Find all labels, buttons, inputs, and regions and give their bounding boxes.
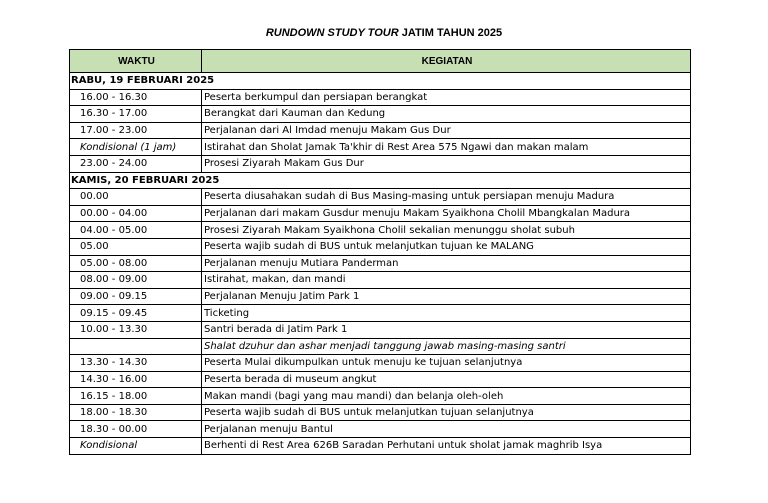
time-cell: 16.15 - 18.00 <box>70 388 202 405</box>
table-row <box>70 438 691 455</box>
activity-cell: Ticketing <box>202 305 691 322</box>
time-cell: 10.00 - 13.30 <box>70 321 202 338</box>
activity-cell: Prosesi Ziyarah Makam Syaikhona Cholil sekalian menunggu sholat subuh <box>202 222 691 239</box>
title-italic: RUNDOWN STUDY TOUR <box>265 27 399 39</box>
time-cell: 18.30 - 00.00 <box>70 421 202 438</box>
activity-cell: Perjalanan dari makam Gusdur menuju Makam Syaikhona Cholil Mbangkalan Madura <box>202 205 691 222</box>
table-row <box>70 371 691 388</box>
activity-cell: Istirahat, makan, dan mandi <box>202 272 691 289</box>
activity-cell: Berhenti di Rest Area 626B Saradan Perhutani untuk sholat jamak maghrib Isya <box>202 438 691 455</box>
activity-cell: Shalat dzuhur dan ashar menjadi tanggung jawab masing-masing santri <box>202 338 691 355</box>
day-label: RABU, 19 FEBRUARI 2025 <box>70 73 691 90</box>
table-row <box>70 404 691 421</box>
activity-cell: Makan mandi (bagi yang mau mandi) dan belanja oleh-oleh <box>202 388 691 405</box>
time-cell: 00.00 - 04.00 <box>70 205 202 222</box>
activity-cell: Santri berada di Jatim Park 1 <box>202 321 691 338</box>
table-row <box>70 388 691 405</box>
table-row <box>70 205 691 222</box>
activity-cell: Peserta wajib sudah di BUS untuk melanjutkan tujuan selanjutnya <box>202 404 691 421</box>
activity-cell: Peserta Mulai dikumpulkan untuk menuju ke tujuan selanjutnya <box>202 355 691 372</box>
table-row <box>70 355 691 372</box>
day-label: KAMIS, 20 FEBRUARI 2025 <box>70 172 691 189</box>
table-row <box>70 106 691 123</box>
day-row <box>70 172 691 189</box>
time-cell: 04.00 - 05.00 <box>70 222 202 239</box>
table-row <box>70 139 691 156</box>
table-row <box>70 305 691 322</box>
activity-cell: Istirahat dan Sholat Jamak Ta'khir di Rest Area 575 Ngawi dan makan malam <box>202 139 691 156</box>
time-cell: 16.30 - 17.00 <box>70 106 202 123</box>
header-waktu: WAKTU <box>70 50 202 73</box>
activity-cell: Perjalanan menuju Mutiara Panderman <box>202 255 691 272</box>
time-cell: 09.00 - 09.15 <box>70 288 202 305</box>
table-row <box>70 238 691 255</box>
time-cell: 00.00 <box>70 189 202 206</box>
table-row <box>70 122 691 139</box>
time-cell: 18.00 - 18.30 <box>70 404 202 421</box>
time-cell <box>70 338 202 355</box>
activity-cell: Perjalanan menuju Bantul <box>202 421 691 438</box>
time-cell: 05.00 - 08.00 <box>70 255 202 272</box>
activity-cell: Perjalanan dari Al Imdad menuju Makam Gus Dur <box>202 122 691 139</box>
activity-cell: Berangkat dari Kauman dan Kedung <box>202 106 691 123</box>
time-cell: 13.30 - 14.30 <box>70 355 202 372</box>
activity-cell: Peserta berkumpul dan persiapan berangkat <box>202 89 691 106</box>
table-row <box>70 222 691 239</box>
activity-cell: Prosesi Ziyarah Makam Gus Dur <box>202 155 691 172</box>
table-row <box>70 421 691 438</box>
header-row <box>70 50 691 73</box>
time-cell: 14.30 - 16.00 <box>70 371 202 388</box>
rundown-table <box>69 49 691 455</box>
time-cell: Kondisional (1 jam) <box>70 139 202 156</box>
time-cell: 16.00 - 16.30 <box>70 89 202 106</box>
activity-cell: Perjalanan Menuju Jatim Park 1 <box>202 288 691 305</box>
time-cell: 17.00 - 23.00 <box>70 122 202 139</box>
time-cell: 09.15 - 09.45 <box>70 305 202 322</box>
header-kegiatan: KEGIATAN <box>202 50 691 73</box>
time-cell: 08.00 - 09.00 <box>70 272 202 289</box>
time-cell: Kondisional <box>70 438 202 455</box>
table-row <box>70 255 691 272</box>
table-row <box>70 288 691 305</box>
table-row <box>70 321 691 338</box>
table-row <box>70 89 691 106</box>
table-row <box>70 272 691 289</box>
activity-cell: Peserta berada di museum angkut <box>202 371 691 388</box>
day-row <box>70 73 691 90</box>
time-cell: 05.00 <box>70 238 202 255</box>
document-title <box>0 27 768 39</box>
title-rest: JATIM TAHUN 2025 <box>398 27 503 39</box>
table-row <box>70 189 691 206</box>
table-row <box>70 338 691 355</box>
table-row <box>70 155 691 172</box>
activity-cell: Peserta diusahakan sudah di Bus Masing-masing untuk persiapan menuju Madura <box>202 189 691 206</box>
time-cell: 23.00 - 24.00 <box>70 155 202 172</box>
activity-cell: Peserta wajib sudah di BUS untuk melanjutkan tujuan ke MALANG <box>202 238 691 255</box>
